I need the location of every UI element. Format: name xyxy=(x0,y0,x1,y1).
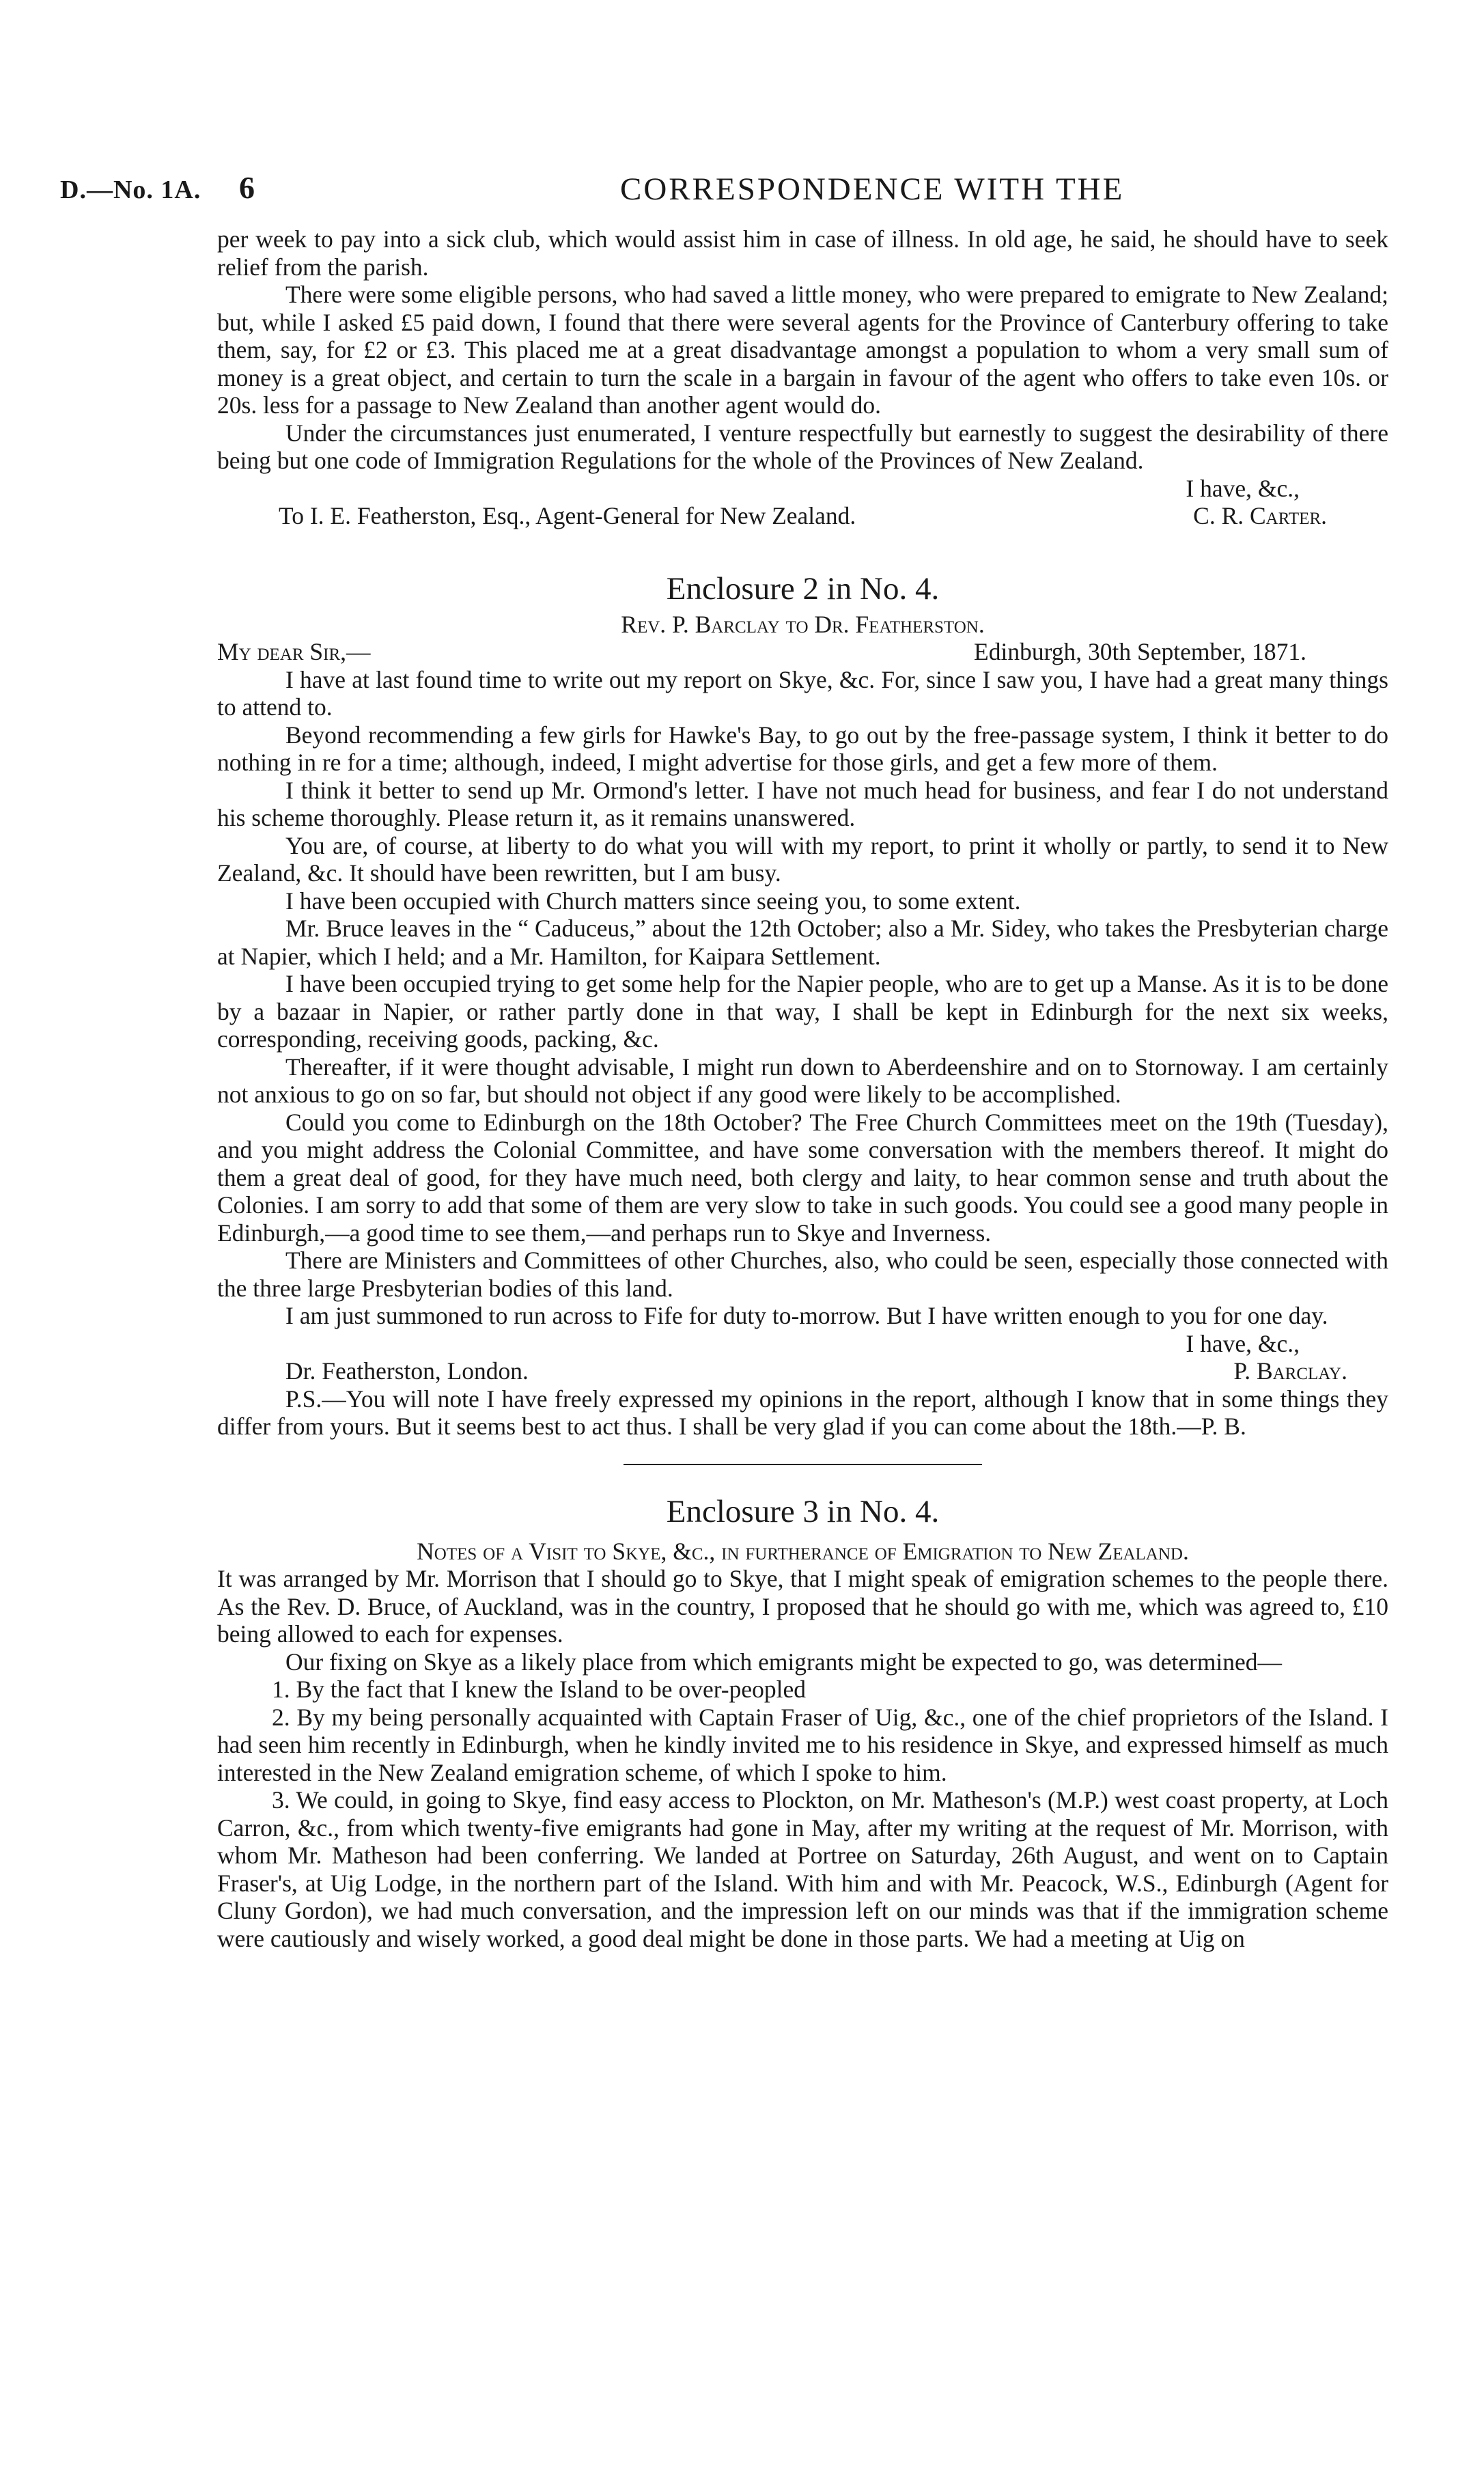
paragraph: per week to pay into a sick club, which would assist him in case of illness. In old age, he said, he should have to seek relief from the parish. xyxy=(217,225,1388,281)
paragraph: It was arranged by Mr. Morrison that I should go to Skye, that I might speak of emigration schemes to the people there. As the Rev. D. Bruce, of Auckland, was in the country, I proposed that he should go with me, which was agreed to, £10 being allowed to each for expenses. xyxy=(217,1565,1388,1648)
paragraph: Under the circumstances just enumerated, I venture respectfully but earnestly to suggest the desirability of there being but one code of Immigration Regulations for the whole of the Provinces of New Zealand. xyxy=(217,419,1388,474)
list-item: 2. By my being personally acquainted with Captain Fraser of Uig, &c., one of the chief proprietors of the Island. I had seen him recently in Edinburgh, when he kindly invited me to his residence in Skye, and expressed himself as much interested in the New Zealand emigration scheme, of which I spoke to him. xyxy=(217,1703,1388,1786)
list-item: 1. By the fact that I knew the Island to be over-peopled xyxy=(272,1676,807,1703)
enclosure-2 xyxy=(217,570,1388,1441)
paragraph: Beyond recommending a few girls for Hawke's Bay, to go out by the free-passage system, I think it better to do nothing in re for a time; although, indeed, I might advertise for those girls, and get a few more of them. xyxy=(217,721,1388,776)
place-date: Edinburgh, 30th September, 1871. xyxy=(974,638,1306,665)
enclosure-heading: Notes of a Visit to Skye, &c., in furtherance of Emigration to New Zealand. xyxy=(417,1537,1189,1565)
signature-line xyxy=(217,502,1388,530)
closing: I have, &c., xyxy=(1186,474,1300,502)
closing-line xyxy=(217,475,1388,503)
paragraph: Mr. Bruce leaves in the “ Caduceus,” about the 12th October; also a Mr. Sidey, who takes the Presbyterian charge at Napier, which I held; and a Mr. Hamilton, for Kaipara Settlement. xyxy=(217,915,1388,970)
closing-line xyxy=(217,1330,1388,1358)
addressee: To I. E. Featherston, Esq., Agent-General for New Zealand. xyxy=(279,502,856,529)
paragraph: I have been occupied trying to get some help for the Napier people, who are to get up a Manse. As it is to be done by a bazaar in Napier, or rather partly done in that way, I shall be kept in Edinburgh for the next six weeks, corresponding, receiving goods, packing, &c. xyxy=(217,970,1388,1053)
letter-heading xyxy=(217,638,1388,666)
postscript: P.S.—You will note I have freely expressed my opinions in the report, although I know that in some things they differ from yours. But it seems best to act thus. I shall be very glad if you can come about the 18th.—P. B. xyxy=(217,1385,1388,1440)
page-number: 6 xyxy=(239,170,255,205)
signature-line xyxy=(217,1357,1388,1385)
paragraph: There were some eligible persons, who had saved a little money, who were prepared to emigrate to New Zealand; but, while I asked £5 paid down, I found that there were several agents for the Province of Canterbury offering to take them, say, for £2 or £3. This placed me at a great disadvantage amongst a population to whom a very small sum of money is a great object, and certain to turn the scale in a bargain in favour of the agent who offers to take even 10s. or 20s. less for a passage to New Zealand than another agent would do. xyxy=(217,281,1388,419)
carter-letter xyxy=(217,225,1388,530)
paragraph: I am just summoned to run across to Fife for duty to-morrow. But I have written enough to you for one day. xyxy=(285,1302,1328,1329)
paragraph: You are, of course, at liberty to do what you will with my report, to print it wholly or partly, to send it to New Zealand, &c. It should have been rewritten, but I am busy. xyxy=(217,831,1388,887)
addressee: Dr. Featherston, London. xyxy=(285,1357,529,1385)
enclosure-3 xyxy=(217,1493,1388,1953)
paragraph: Could you come to Edinburgh on the 18th October? The Free Church Committees meet on the 19th (Tuesday), and you might address the Colonial Committee, and have some conversation with the members thereof. It might do them a great deal of good, for they have much need, both clergy and laity, to hear common sense and truth about the Colonies. I am sorry to add that some of them are very slow to take in such goods. You could see a good many people in Edinburgh,—a good time to see them,—and perhaps run to Skye and Inverness. xyxy=(217,1108,1388,1247)
salutation: My dear Sir,— xyxy=(217,638,371,665)
document-reference: D.—No. 1A. xyxy=(60,176,201,204)
enclosure-correspondents: Rev. P. Barclay to Dr. Featherston. xyxy=(621,610,985,638)
paragraph: Thereafter, if it were thought advisable, I might run down to Aberdeenshire and on to Stornoway. I am certainly not anxious to go on so far, but should not object if any good were likely to be accomplished. xyxy=(217,1053,1388,1108)
signature: C. R. Carter. xyxy=(1193,502,1327,529)
page-header xyxy=(60,169,1125,210)
list-item: 3. We could, in going to Skye, find easy access to Plockton, on Mr. Matheson's (M.P.) west coast property, at Loch Carron, &c., from which twenty-five emigrants had gone in May, after my writing at the request of Mr. Morrison, with whom Mr. Matheson had been conferring. We landed at Portree on Saturday, 26th August, and went on to Captain Fraser's, at Uig Lodge, in the northern part of the Island. With him and with Mr. Peacock, W.S., Edinburgh (Agent for Cluny Gordon), we had much conversation, and the impression left on our minds was that if the immigration scheme were cautiously and wisely worked, a good deal might be done in those parts. We had a meeting at Uig on xyxy=(217,1786,1388,1952)
paragraph: There are Ministers and Committees of other Churches, also, who could be seen, especially those connected with the three large Presbyterian bodies of this land. xyxy=(217,1247,1388,1302)
section-divider xyxy=(624,1464,982,1465)
paragraph: I have been occupied with Church matters since seeing you, to some extent. xyxy=(285,887,1021,915)
page-body xyxy=(217,225,1388,1952)
paragraph: I think it better to send up Mr. Ormond's letter. I have not much head for business, and fear I do not understand his scheme thoroughly. Please return it, as it remains unanswered. xyxy=(217,776,1388,831)
closing: I have, &c., xyxy=(1186,1329,1300,1357)
enclosure-title: Enclosure 2 in No. 4. xyxy=(666,570,940,607)
signature: P. Barclay. xyxy=(1233,1357,1347,1385)
paragraph: Our fixing on Skye as a likely place from which emigrants might be expected to go, was determined— xyxy=(285,1648,1283,1676)
enclosure-title: Enclosure 3 in No. 4. xyxy=(666,1493,940,1529)
running-title: CORRESPONDENCE WITH THE xyxy=(620,171,1125,207)
paragraph: I have at last found time to write out my report on Skye, &c. For, since I saw you, I have had a great many things to attend to. xyxy=(217,665,1388,721)
